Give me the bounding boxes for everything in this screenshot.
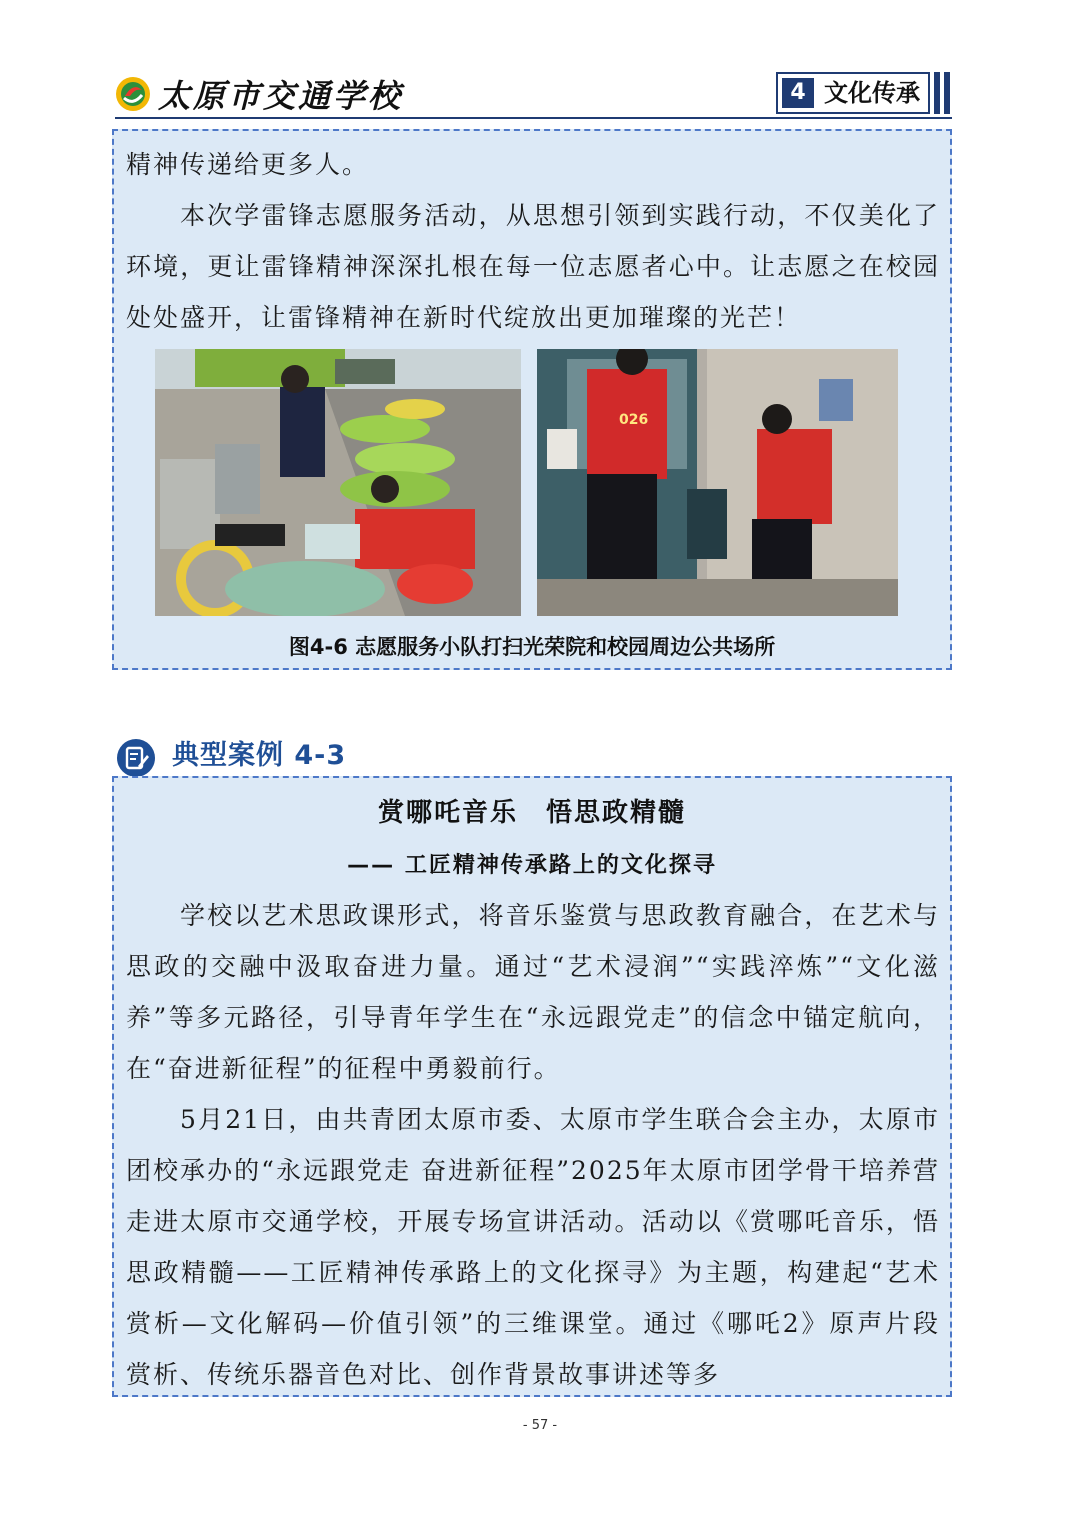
header-decor-bar (944, 72, 950, 114)
section-continuation-box (112, 129, 952, 670)
chapter-number: 4 (782, 78, 814, 108)
case-heading: 典型案例 4-3 (172, 740, 347, 771)
figure-caption: 图4-6 志愿服务小队打扫光荣院和校园周边公共场所 (288, 635, 776, 659)
case-subtitle: —— 工匠精神传承路上的文化探寻 (347, 853, 717, 878)
header-decor-bar (934, 72, 940, 114)
photo-street-cleaning (155, 349, 521, 616)
photo-doorway-cleaning (537, 349, 898, 616)
chapter-title: 文化传承 (824, 79, 920, 107)
header-divider (115, 117, 952, 119)
notepad-pen-icon (116, 738, 156, 778)
case-box (112, 776, 952, 1397)
paragraph: 精神传递给更多人。 (126, 150, 370, 179)
case-title: 赏哪吒音乐 悟思政精髓 (377, 798, 686, 828)
paragraph: 学校以艺术思政课形式，将音乐鉴赏与思政教育融合，在艺术与思政的交融中汲取奋进力量。通过“艺术浸润”“实践淬炼”“文化滋养”等多元路径，引导青年学生在“永远跟党走”的信念中锚定航向，在“奋进新征程”的征程中勇毅前行。 (126, 901, 940, 1083)
chapter-tag (776, 72, 930, 114)
vest-number: 026 (619, 412, 649, 428)
paragraph: 5月21日，由共青团太原市委、太原市学生联合会主办，太原市团校承办的“永远跟党走 奋进新征程”2025年太原市团学骨干培养营走进太原市交通学校，开展专场宣讲活动。活动以《赏哪吒音乐，悟思政精髓——工匠精神传承路上的文化探寻》为主题，构建起“艺术赏析—文化解码—价值引领”的三维课堂。通过《哪吒2》原声片段赏析、传统乐器音色对比、创作背景故事讲述等多 (126, 1105, 940, 1389)
page-number: - 57 - (522, 1418, 558, 1433)
paragraph: 本次学雷锋志愿服务活动，从思想引领到实践行动，不仅美化了环境，更让雷锋精神深深扎根在每一位志愿者心中。让志愿之在校园处处盛开，让雷锋精神在新时代绽放出更加璀璨的光芒！ (126, 201, 940, 332)
school-logo-icon (115, 76, 151, 112)
school-name: 太原市交通学校 (158, 77, 404, 115)
